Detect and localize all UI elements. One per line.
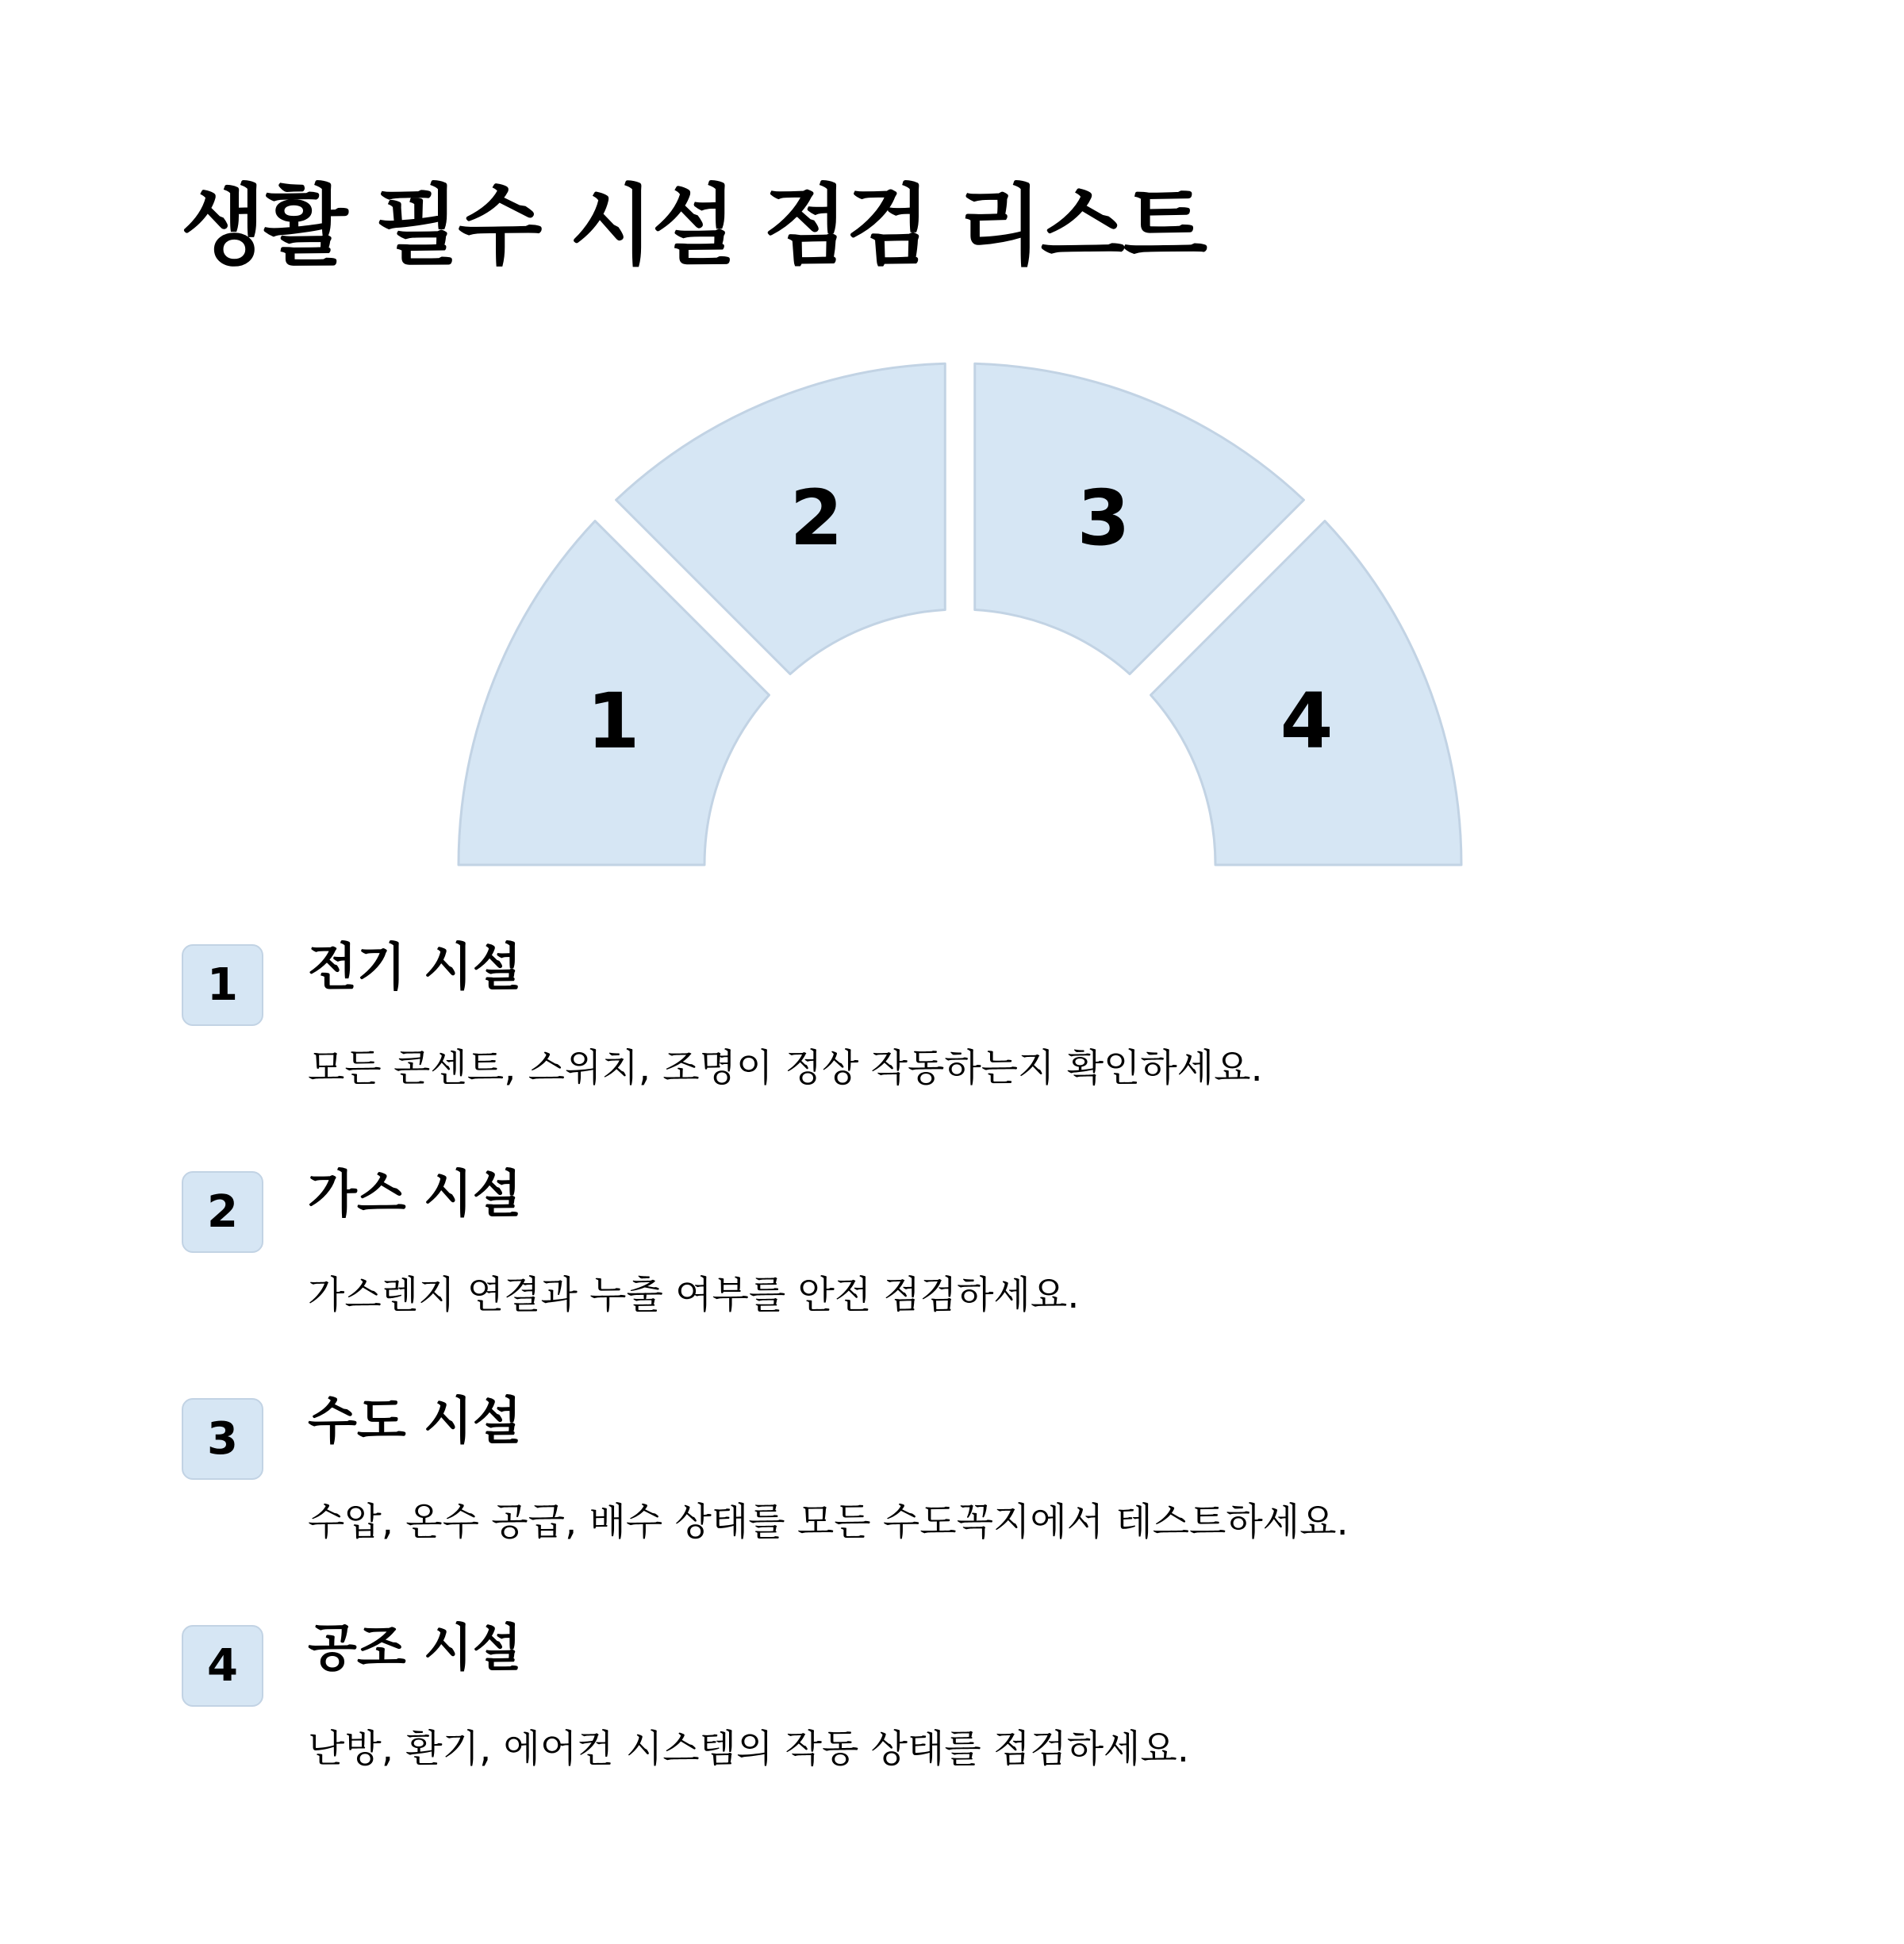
item-description: 난방, 환기, 에어컨 시스템의 작동 상태를 점검하세요. <box>308 1727 1190 1771</box>
checklist-item <box>0 1619 1904 1831</box>
item-title: 전기 시설 <box>308 939 522 997</box>
diagram-segment-label: 3 <box>1077 474 1130 563</box>
item-number-badge: 1 <box>182 944 263 1026</box>
diagram-segment-label: 4 <box>1280 676 1334 766</box>
semicircle-diagram <box>0 0 1904 905</box>
item-number-badge: 4 <box>182 1625 263 1707</box>
page-title: 생활 필수 시설 점검 리스트 <box>181 175 1207 277</box>
item-title: 공조 시설 <box>308 1619 522 1678</box>
item-number-badge: 2 <box>182 1171 263 1253</box>
diagram-segment-label: 1 <box>586 676 640 766</box>
checklist-item <box>0 1166 1904 1377</box>
checklist-item <box>0 1393 1904 1604</box>
item-description: 모든 콘센트, 스위치, 조명이 정상 작동하는지 확인하세요. <box>308 1046 1263 1090</box>
item-title: 가스 시설 <box>308 1166 522 1224</box>
item-number-badge: 3 <box>182 1398 263 1480</box>
item-description: 가스렌지 연결과 누출 여부를 안전 점검하세요. <box>308 1273 1080 1317</box>
item-title: 수도 시설 <box>308 1393 522 1451</box>
diagram-segment-label: 2 <box>789 474 843 563</box>
item-description: 수압, 온수 공급, 배수 상태를 모든 수도꼭지에서 테스트하세요. <box>308 1500 1349 1544</box>
checklist-item <box>0 939 1904 1151</box>
